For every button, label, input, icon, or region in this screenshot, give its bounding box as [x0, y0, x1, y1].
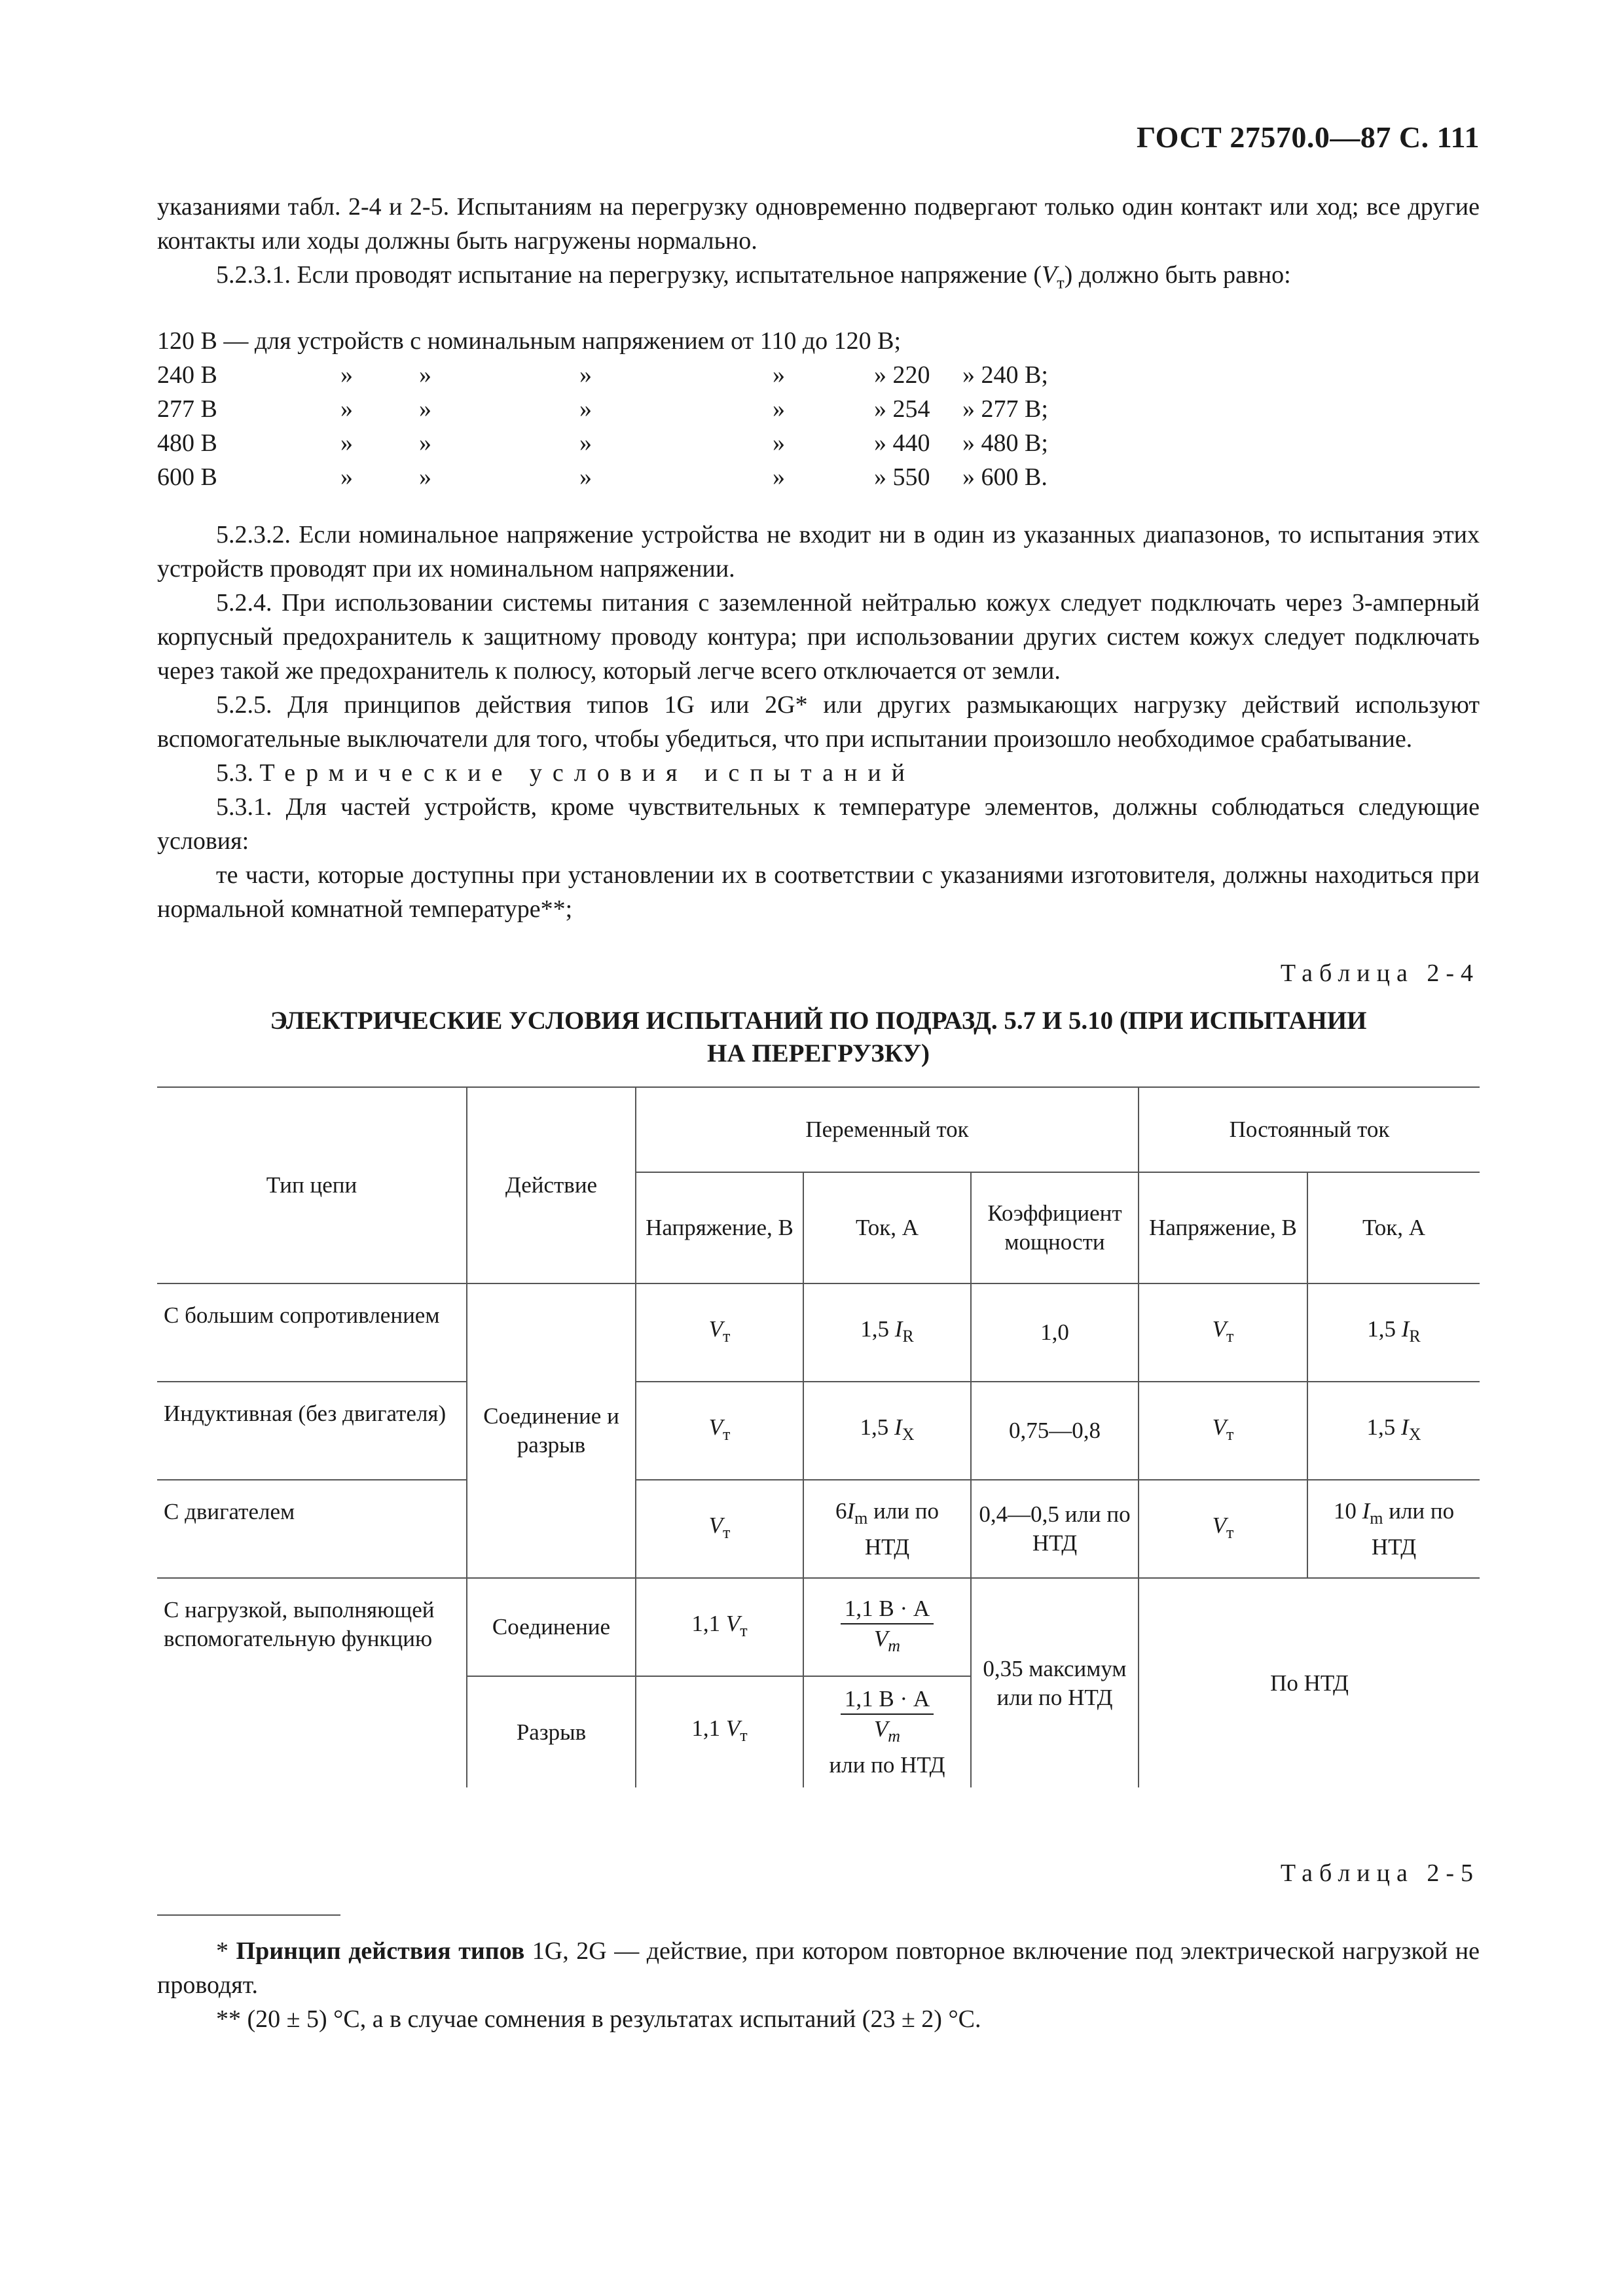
- row-auxiliary-load: С нагрузкой, выполняющей вспомогательную функцию: [157, 1578, 467, 1787]
- footnote-1: * Принцип действия типов 1G, 2G — действие, при котором повторное включение под электрической нагрузкой не проводят.: [157, 1937, 1480, 1999]
- paragraph-continuation: указаниями табл. 2-4 и 2-5. Испытаниям на перегрузку одновременно подвергают только один контакт или ход; все другие контакты или ходы должны быть нагружены нормально.: [157, 193, 1480, 255]
- table-cell: 1,0: [971, 1283, 1139, 1382]
- fraction: $\frac{1,1 В \cdot А}{V_т}$: [841, 1594, 934, 1660]
- table-cell: 1,1 $V_т$: [636, 1676, 803, 1787]
- table-cell: 0,4—0,5 или по НТД: [971, 1480, 1139, 1578]
- header-dc: Постоянный ток: [1139, 1087, 1480, 1172]
- paragraph-5-3-1: 5.3.1. Для частей устройств, кроме чувствительных к температуре элементов, должны соблюдаться следующие условия:: [157, 793, 1480, 855]
- paragraph-5-2-5: 5.2.5. Для принципов действия типов 1G или 2G* или других размыкающих нагрузку действий используют вспомогательные выключатели для того, чтобы убедиться, что при испытании произошло необходимое срабатывание.: [157, 691, 1480, 753]
- row-high-resistance: С большим сопротивлением: [157, 1283, 467, 1382]
- table-cell: $V_т$: [1139, 1480, 1307, 1578]
- table-cell: 1,5 $I_R$: [1307, 1283, 1480, 1382]
- header-ac-voltage: Напряжение, В: [636, 1172, 803, 1283]
- table-cell: 10 $I_m$ или по НТД: [1307, 1480, 1480, 1578]
- section-5-3-heading: 5.3. Термические условия испытаний: [216, 759, 915, 787]
- header-dc-current: Ток, А: [1307, 1172, 1480, 1283]
- table-cell: $V_т$: [636, 1283, 803, 1382]
- list-item: 600 В » » » » » 550 » 600 В.: [157, 463, 1048, 491]
- list-item: 277 В » » » » » 254 » 277 В;: [157, 395, 1048, 423]
- list-item: 120 В — для устройств с номинальным напряжением от 110 до 120 В;: [157, 327, 902, 355]
- header-ac-current: Ток, А: [803, 1172, 971, 1283]
- paragraph-5-2-4: 5.2.4. При использовании системы питания с заземленной нейтралью кожух следует подключать через 3-амперный корпусный предохранитель к защитному проводу контура; при использовании других систем кожух следует подключать через такой же предохранитель к полюсу, который легче всего отключается от земли.: [157, 588, 1480, 685]
- paragraph-conditions: те части, которые доступны при установлении их в соответствии с указаниями изготовителя, должны находиться при нормальной комнатной температуре**;: [157, 861, 1480, 923]
- header-dc-voltage: Напряжение, В: [1139, 1172, 1307, 1283]
- header-circuit-type: Тип цепи: [157, 1087, 467, 1283]
- footnotes: [157, 1934, 1480, 2036]
- table-cell: По НТД: [1139, 1578, 1480, 1787]
- list-item: 240 В » » » » » 220 » 240 В;: [157, 361, 1048, 389]
- header-action: Действие: [467, 1087, 636, 1283]
- fraction: $\frac{1,1 В \cdot А}{V_т}$: [841, 1685, 934, 1751]
- list-item: 480 В » » » » » 440 » 480 В;: [157, 429, 1048, 457]
- footnote-divider: [157, 1914, 340, 1916]
- voltage-list: [157, 324, 1480, 494]
- table-title: ЭЛЕКТРИЧЕСКИЕ УСЛОВИЯ ИСПЫТАНИЙ ПО ПОДРАЗД. 5.7 И 5.10 (ПРИ ИСПЫТАНИИ НА ПЕРЕГРУЗКУ): [270, 1007, 1367, 1067]
- table-cell: $V_т$: [636, 1382, 803, 1480]
- action-make-break: Соединение и разрыв: [467, 1283, 636, 1578]
- table-cell: 1,1 $V_т$: [636, 1578, 803, 1676]
- table-cell: 0,75—0,8: [971, 1382, 1139, 1480]
- table-cell: 1,5 $I_X$: [803, 1382, 971, 1480]
- table-cell: $V_т$: [1139, 1382, 1307, 1480]
- table-cell: 1,5 $I_X$: [1307, 1382, 1480, 1480]
- paragraph-5-2-3-2: 5.2.3.2. Если номинальное напряжение устройства не входит ни в один из указанных диапазонов, то испытания этих устройств проводят при их номинальном напряжении.: [157, 520, 1480, 583]
- table-cell: [803, 1578, 971, 1676]
- table-cell: $V_т$: [1139, 1283, 1307, 1382]
- body-text: [157, 190, 1480, 926]
- table-cell: $V_т$: [636, 1480, 803, 1578]
- table-caption: Таблица 2-4: [1280, 960, 1480, 987]
- table-cell: $\frac{1,1 В \cdot А}{V_т}$ или по НТД: [803, 1676, 971, 1787]
- action-make: Соединение: [467, 1578, 636, 1676]
- footnote-2: ** (20 ± 5) °С, а в случае сомнения в результатах испытаний (23 ± 2) °С.: [216, 2005, 981, 2033]
- electrical-conditions-table: [157, 1086, 1480, 1787]
- page-header: ГОСТ 27570.0—87 С. 111: [1136, 120, 1480, 154]
- paragraph-5-2-3-1: 5.2.3.1. Если проводят испытание на перегрузку, испытательное напряжение $(V_т)$ должно быть равно:: [216, 261, 1291, 293]
- header-ac: Переменный ток: [636, 1087, 1139, 1172]
- table-caption-2-5: Таблица 2-5: [1280, 1859, 1480, 1887]
- table-cell: $6I_m$ или по НТД: [803, 1480, 971, 1578]
- action-break: Разрыв: [467, 1676, 636, 1787]
- table-cell: 1,5 $I_R$: [803, 1283, 971, 1382]
- header-power-factor: Коэффициент мощности: [971, 1172, 1139, 1283]
- row-motor: С двигателем: [157, 1480, 467, 1578]
- table-cell: 0,35 максимум или по НТД: [971, 1578, 1139, 1787]
- row-inductive: Индуктивная (без двигателя): [157, 1382, 467, 1480]
